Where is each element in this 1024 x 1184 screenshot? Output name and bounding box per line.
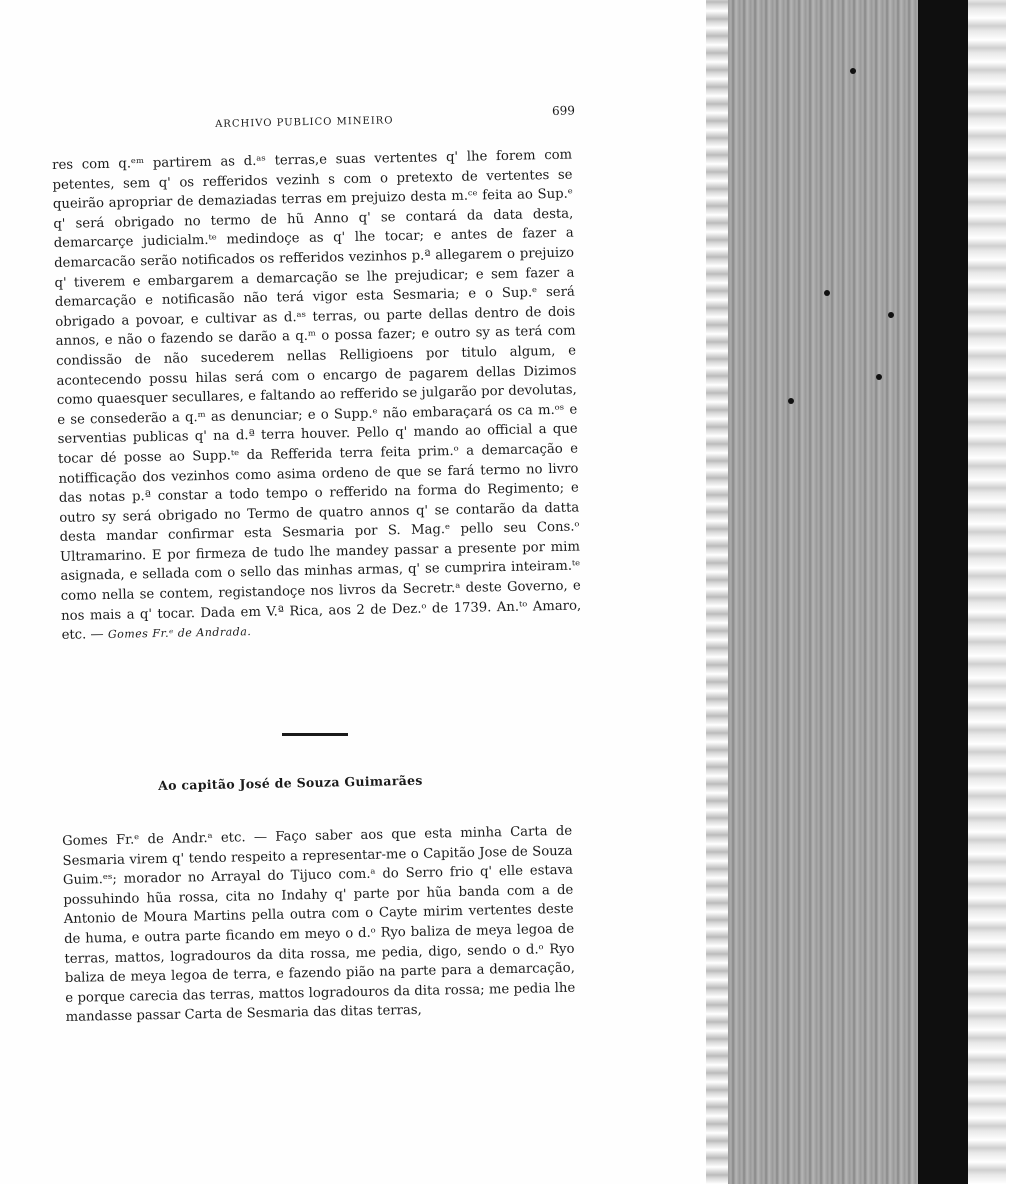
scan-speck [850, 68, 856, 74]
scan-speck [788, 398, 794, 404]
scan-speck [824, 290, 830, 296]
scan-margin [700, 0, 1024, 1184]
scan-edge-right [968, 0, 1006, 1184]
grant-body: res com q.ᵉᵐ partirem as d.ᵃˢ terras,e suas vertentes q' lhe forem com petentes, sem q' os refferidos vezinh s com o pretexto de vertentes se queirão apropriar de demaziadas terras em prejuizo desta m.ᶜᵉ feita ao Sup.ᵉ q' será obrigado no termo de hũ Anno q' se contará da data desta, demarcarçe judicialm.ᵗᵉ medindoçe as q' lhe tocar; e antes de fazer a demarcacão serão notificados os refferidos vezinhos p.ª allegarem o prejuizo q' tiverem e embargarem a demarcação se lhe prejudicar; e sem fazer a demarcação e notificasão não terá vigor esta Sesmaria; e o Sup.ᵉ será obrigado a povoar, e cultivar as d.ᵃˢ terras, ou parte dellas dentro de dois annos, e não o fazendo se darão a q.ᵐ o possa fazer; e outro sy as terá com condissão de não sucederem nellas Relligioens por titulo algum, e acontecendo possu hilas será com o encargo de pagarem dellas Dizimos como quaesquer secullares, e faltando ao refferido se julgarão por devolutas, e se consederão a q.ᵐ as denunciar; e o Supp.ᵉ não embaraçará os ca m.ᵒˢ e serventias publicas q' na d.ª terra houver. Pello q' mando ao official a que tocar dé posse ao Supp.ᵗᵉ da Refferida terra feita prim.ᵒ a demarcação e notifficação dos vezinhos como asima ordeno de que se fará termo no livro das notas p.ª constar a todo tempo o refferido na forma do Regimento; e outro sy será obrigado no Termo de quatro annos q' se contarão da datta desta mandar confirmar esta Sesmaria por S. Mag.ᵉ pello seu Cons.ᵒ Ultramarino. E por firmeza de tudo lhe mandey passar a presente por mim asignada, e sellada com o sello das minhas armas, q' se cumprira inteiram.ᵗᵉ como nella se contem, registandoçe nos livros da Secretr.ᵃ deste Governo, e nos mais a q' tocar. Dada em V.ª Rica, aos 2 de Dez.ᵒ de 1739. An.ᵗᵒ Amaro, etc. — [52, 147, 582, 644]
scan-speck [888, 312, 894, 318]
page-number: 699 [551, 103, 576, 118]
running-title: ARCHIVO PUBLICO MINEIRO [215, 115, 394, 130]
section-heading: Ao capitão José de Souza Guimarães [158, 772, 423, 793]
book-spine-shadow [918, 0, 968, 1184]
scan-edge-left [706, 0, 728, 1184]
adjacent-page-shadow [728, 0, 924, 1184]
grant-text-new: Gomes Fr.ᵉ de Andr.ᵃ etc. — Faço saber aos que esta minha Carta de Sesmaria virem q' tendo respeito a representar-me o Capitão Jose de Souza Guim.ᵉˢ; morador no Arrayal do Tijuco com.ᵃ do Serro frio q' elle estava possuhindo hũa rossa, cita no Indahy q' parte por hũa banda com a de Antonio de Moura Martins pella outra com o Cayte mirim vertentes deste de huma, e outra parte ficando em meyo o d.ᵒ Ryo baliza de meya legoa de terras, mattos, logradouros da dita rossa, me pedia, digo, sendo o d.ᵒ Ryo baliza de meya legoa de terra, e fazendo pião na parte para a demarcação, e porque carecia das terras, mattos logradouros da dita rossa; me pedia lhe mandasse passar Carta de Sesmaria das ditas terras, [62, 823, 576, 1026]
scan-speck [876, 374, 882, 380]
grant-signature: Gomes Fr.ᵉ de Andrada. [107, 625, 252, 642]
running-header [215, 103, 576, 135]
section-divider [282, 733, 348, 736]
grant-text-continued [52, 146, 582, 646]
